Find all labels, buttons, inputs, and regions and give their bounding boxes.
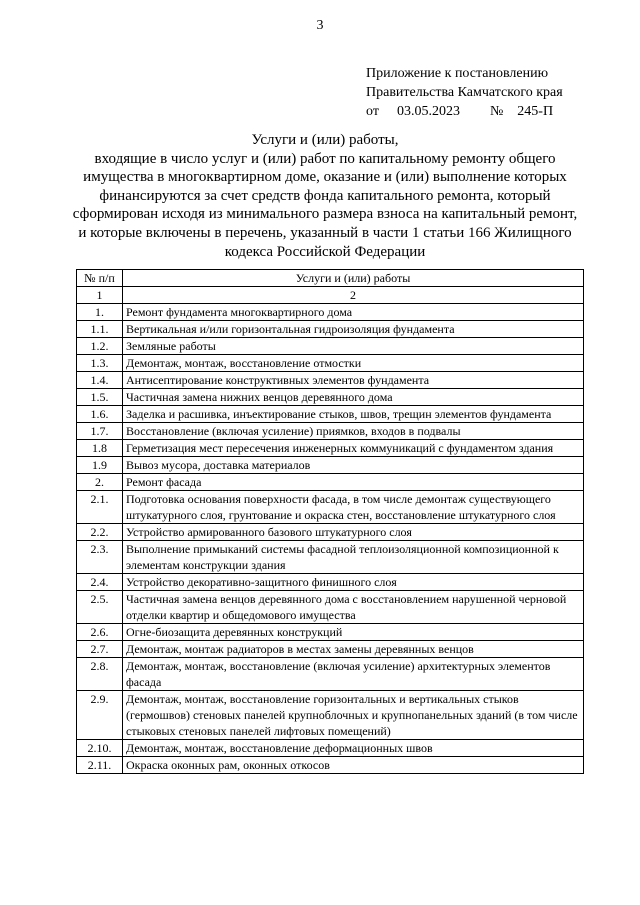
table-row <box>77 574 584 591</box>
row-service: Частичная замена венцов деревянного дома с восстановлением нарушенной черновой отделки квартир и общедомового имущества <box>123 591 584 624</box>
row-number: 2.2. <box>77 524 123 541</box>
row-service: Ремонт фундамента многоквартирного дома <box>123 304 584 321</box>
row-number: 2.6. <box>77 624 123 641</box>
column-numbers-row <box>77 287 584 304</box>
row-service: Устройство декоративно-защитного финишного слоя <box>123 574 584 591</box>
row-number: 2.1. <box>77 491 123 524</box>
row-service: Вывоз мусора, доставка материалов <box>123 457 584 474</box>
row-service: Окраска оконных рам, оконных откосов <box>123 757 584 774</box>
table-row <box>77 389 584 406</box>
row-number: 1. <box>77 304 123 321</box>
row-number: 2.5. <box>77 591 123 624</box>
colnum-2: 2 <box>123 287 584 304</box>
table-row <box>77 457 584 474</box>
row-service: Устройство армированного базового штукатурного слоя <box>123 524 584 541</box>
annex-number: 245-П <box>517 104 554 119</box>
table-row <box>77 658 584 691</box>
row-service: Демонтаж, монтаж, восстановление горизонтальных и вертикальных стыков (гермошвов) стеновых панелей крупноблочных и крупнопанельных зданий (в том числе стыковых стеновых панелей лифтовых помещений) <box>123 691 584 740</box>
annex-meta <box>366 102 563 121</box>
table-row <box>77 355 584 372</box>
table-row <box>77 338 584 355</box>
table-row <box>77 641 584 658</box>
row-service: Огне-биозащита деревянных конструкций <box>123 624 584 641</box>
title-line-3: имущества в многоквартирном доме, оказание и (или) выполнение которых <box>83 169 567 186</box>
row-service: Частичная замена нижних венцов деревянного дома <box>123 389 584 406</box>
row-number: 1.2. <box>77 338 123 355</box>
row-number: 2.7. <box>77 641 123 658</box>
table-header-row <box>77 270 584 287</box>
services-table <box>76 269 584 774</box>
table-row <box>77 304 584 321</box>
row-number: 1.8 <box>77 440 123 457</box>
row-service: Ремонт фасада <box>123 474 584 491</box>
table-row <box>77 740 584 757</box>
annex-block <box>366 64 563 121</box>
colnum-1: 1 <box>77 287 123 304</box>
row-service: Подготовка основания поверхности фасада, в том числе демонтаж существующего штукатурного слоя, грунтование и окраска стен, восстановление штукатурного слоя <box>123 491 584 524</box>
row-number: 2.8. <box>77 658 123 691</box>
table-row <box>77 474 584 491</box>
row-service: Земляные работы <box>123 338 584 355</box>
row-service: Демонтаж, монтаж, восстановление (включая усиление) архитектурных элементов фасада <box>123 658 584 691</box>
row-number: 1.9 <box>77 457 123 474</box>
row-number: 1.7. <box>77 423 123 440</box>
row-service: Антисептирование конструктивных элементов фундамента <box>123 372 584 389</box>
row-number: 1.1. <box>77 321 123 338</box>
document-title <box>60 131 590 261</box>
row-service: Восстановление (включая усиление) приямков, входов в подвалы <box>123 423 584 440</box>
row-number: 1.3. <box>77 355 123 372</box>
row-number: 1.6. <box>77 406 123 423</box>
row-number: 2.4. <box>77 574 123 591</box>
row-service: Герметизация мест пересечения инженерных коммуникаций с фундаментом здания <box>123 440 584 457</box>
table-row <box>77 691 584 740</box>
row-number: 2.9. <box>77 691 123 740</box>
title-line-4: финансируются за счет средств фонда капитального ремонта, который <box>99 187 551 204</box>
table-row <box>77 321 584 338</box>
table-row <box>77 372 584 389</box>
table-row <box>77 624 584 641</box>
title-line-7: кодекса Российской Федерации <box>224 243 426 260</box>
title-line-6: и которые включены в перечень, указанный в части 1 статьи 166 Жилищного <box>78 224 572 241</box>
table-row <box>77 524 584 541</box>
table-row <box>77 423 584 440</box>
row-service: Демонтаж, монтаж, восстановление деформационных швов <box>123 740 584 757</box>
row-number: 2. <box>77 474 123 491</box>
table-row <box>77 440 584 457</box>
table-row <box>77 491 584 524</box>
table-row <box>77 541 584 574</box>
row-service: Выполнение примыканий системы фасадной теплоизоляционной композиционной к элементам конструкции здания <box>123 541 584 574</box>
row-number: 2.11. <box>77 757 123 774</box>
annex-line-1: Приложение к постановлению <box>366 66 549 81</box>
row-number: 2.3. <box>77 541 123 574</box>
row-number: 2.10. <box>77 740 123 757</box>
annex-from-label: от <box>366 104 379 119</box>
annex-number-sign: № <box>489 104 504 119</box>
title-line-1: Услуги и (или) работы, <box>251 132 399 148</box>
row-service: Заделка и расшивка, инъектирование стыков, швов, трещин элементов фундамента <box>123 406 584 423</box>
row-service: Вертикальная и/или горизонтальная гидроизоляция фундамента <box>123 321 584 338</box>
header-num: № п/п <box>77 270 123 287</box>
table-row <box>77 591 584 624</box>
table-row <box>77 757 584 774</box>
header-service: Услуги и (или) работы <box>123 270 584 287</box>
row-number: 1.4. <box>77 372 123 389</box>
row-service: Демонтаж, монтаж радиаторов в местах замены деревянных венцов <box>123 641 584 658</box>
annex-date: 03.05.2023 <box>396 104 460 119</box>
title-line-2: входящие в число услуг и (или) работ по капитальному ремонту общего <box>94 150 556 167</box>
page-number: 3 <box>316 18 324 33</box>
row-number: 1.5. <box>77 389 123 406</box>
title-line-5: сформирован исходя из минимального размера взноса на капитальный ремонт, <box>72 206 578 223</box>
row-service: Демонтаж, монтаж, восстановление отмостки <box>123 355 584 372</box>
table-row <box>77 406 584 423</box>
annex-line-2: Правительства Камчатского края <box>366 85 563 100</box>
